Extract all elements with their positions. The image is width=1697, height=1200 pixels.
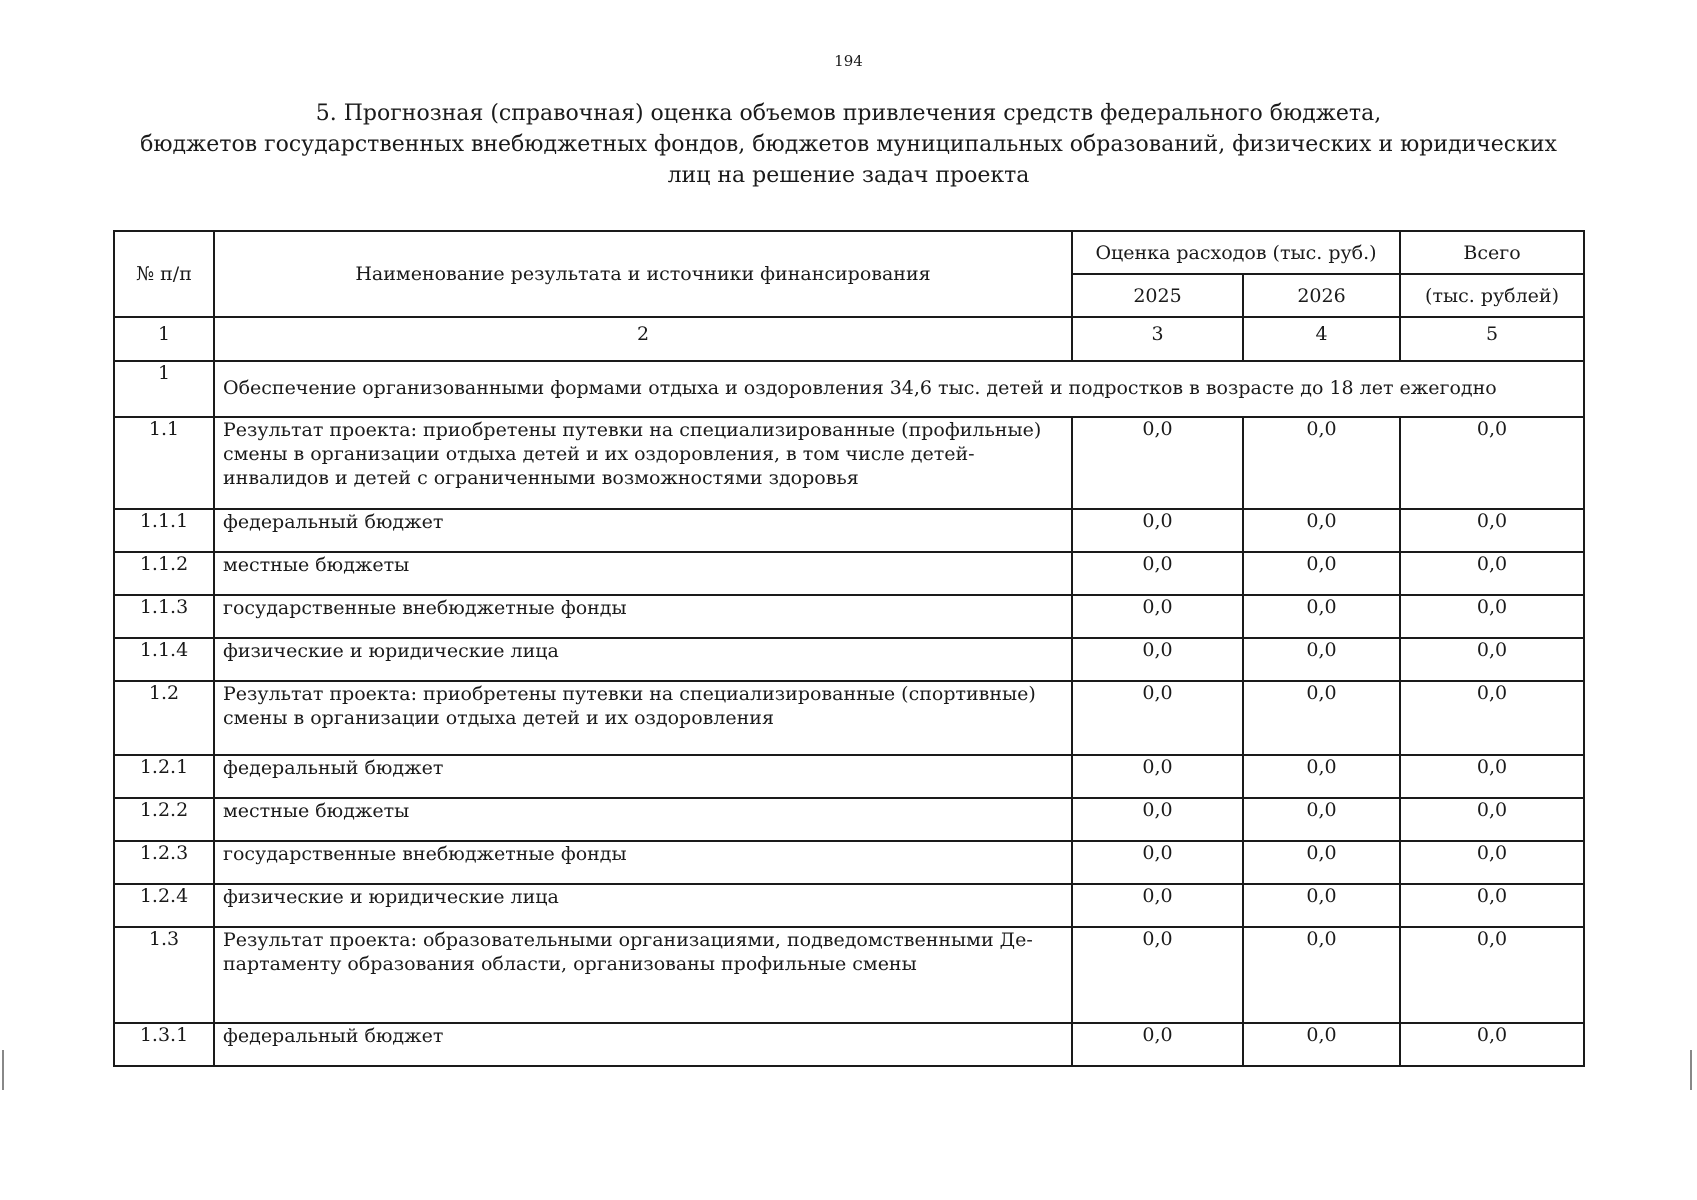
value-total: 0,0 xyxy=(1400,1023,1584,1066)
header-name: Наименование результата и источники финансирования xyxy=(214,231,1072,317)
row-number: 1.2.1 xyxy=(114,755,214,798)
row-name-line: Результат проекта: образовательными организациями, подведомственными Де- xyxy=(223,929,1033,951)
table-row xyxy=(114,755,1584,798)
row-name-line: смены в организации отдыха детей и их оздоровления, в том числе детей- xyxy=(223,443,975,465)
value-2026: 0,0 xyxy=(1243,1023,1400,1066)
header-num: № п/п xyxy=(114,231,214,317)
row-number: 1.1 xyxy=(114,417,214,509)
value-total: 0,0 xyxy=(1400,509,1584,552)
row-name xyxy=(214,1023,1072,1066)
page-number: 194 xyxy=(834,52,863,70)
heading-line-3: лиц на решение задач проекта xyxy=(667,163,1030,188)
value-2025: 0,0 xyxy=(1072,417,1243,509)
row-number: 1.1.4 xyxy=(114,638,214,681)
value-total: 0,0 xyxy=(1400,681,1584,755)
value-2025: 0,0 xyxy=(1072,755,1243,798)
row-name-line: местные бюджеты xyxy=(223,800,410,822)
row-name xyxy=(214,681,1072,755)
value-total: 0,0 xyxy=(1400,755,1584,798)
table-row xyxy=(114,841,1584,884)
row-name-line: местные бюджеты xyxy=(223,554,410,576)
table-row xyxy=(114,884,1584,927)
value-total: 0,0 xyxy=(1400,552,1584,595)
value-2025: 0,0 xyxy=(1072,638,1243,681)
row-number: 1.1.2 xyxy=(114,552,214,595)
value-2025: 0,0 xyxy=(1072,798,1243,841)
row-name xyxy=(214,552,1072,595)
heading-line-2: бюджетов государственных внебюджетных фондов, бюджетов муниципальных образований, физических и юридических xyxy=(140,132,1557,157)
value-total: 0,0 xyxy=(1400,841,1584,884)
column-number: 1 xyxy=(114,317,214,361)
header-year-2026: 2026 xyxy=(1243,274,1400,317)
value-2026: 0,0 xyxy=(1243,681,1400,755)
value-2025: 0,0 xyxy=(1072,595,1243,638)
value-total: 0,0 xyxy=(1400,595,1584,638)
row-number: 1.1.1 xyxy=(114,509,214,552)
value-2026: 0,0 xyxy=(1243,509,1400,552)
value-2026: 0,0 xyxy=(1243,755,1400,798)
column-numbers-row xyxy=(114,317,1584,361)
table-row xyxy=(114,638,1584,681)
scan-margin-mark xyxy=(2,1050,4,1090)
header-year-2025: 2025 xyxy=(1072,274,1243,317)
row-name xyxy=(214,927,1072,1023)
row-name xyxy=(214,841,1072,884)
row-name-line: инвалидов и детей с ограниченными возможностями здоровья xyxy=(223,467,859,489)
row-name xyxy=(214,595,1072,638)
header-estimate: Оценка расходов (тыс. руб.) xyxy=(1072,231,1400,274)
scan-margin-mark xyxy=(1690,1050,1692,1090)
row-name xyxy=(214,755,1072,798)
row-name xyxy=(214,509,1072,552)
row-name-line: Результат проекта: приобретены путевки на специализированные (профильные) xyxy=(223,419,1042,441)
row-name-line: государственные внебюджетные фонды xyxy=(223,597,627,619)
value-total: 0,0 xyxy=(1400,927,1584,1023)
row-name-line: федеральный бюджет xyxy=(223,511,444,533)
value-total: 0,0 xyxy=(1400,417,1584,509)
column-number: 5 xyxy=(1400,317,1584,361)
table-row xyxy=(114,552,1584,595)
row-name xyxy=(214,884,1072,927)
heading-line-1: 5. Прогнозная (справочная) оценка объемов привлечения средств федерального бюджета, xyxy=(315,101,1382,126)
row-number: 1.1.3 xyxy=(114,595,214,638)
value-total: 0,0 xyxy=(1400,638,1584,681)
value-2025: 0,0 xyxy=(1072,552,1243,595)
row-number: 1.3 xyxy=(114,927,214,1023)
value-2026: 0,0 xyxy=(1243,841,1400,884)
value-2025: 0,0 xyxy=(1072,681,1243,755)
section-num: 1 xyxy=(114,361,214,417)
row-name xyxy=(214,417,1072,509)
row-number: 1.2.2 xyxy=(114,798,214,841)
table-row xyxy=(114,417,1584,509)
column-number: 3 xyxy=(1072,317,1243,361)
row-name-line: смены в организации отдыха детей и их оздоровления xyxy=(223,707,774,729)
value-2026: 0,0 xyxy=(1243,552,1400,595)
value-2026: 0,0 xyxy=(1243,417,1400,509)
table-row xyxy=(114,681,1584,755)
value-2026: 0,0 xyxy=(1243,595,1400,638)
header-total-line-1: Всего xyxy=(1400,231,1584,274)
row-number: 1.2.3 xyxy=(114,841,214,884)
value-total: 0,0 xyxy=(1400,798,1584,841)
value-2026: 0,0 xyxy=(1243,927,1400,1023)
row-name-line: физические и юридические лица xyxy=(223,886,559,908)
column-number: 2 xyxy=(214,317,1072,361)
value-total: 0,0 xyxy=(1400,884,1584,927)
value-2025: 0,0 xyxy=(1072,841,1243,884)
row-number: 1.2 xyxy=(114,681,214,755)
section-row xyxy=(114,361,1584,417)
value-2025: 0,0 xyxy=(1072,1023,1243,1066)
row-name-line: федеральный бюджет xyxy=(223,757,444,779)
value-2025: 0,0 xyxy=(1072,927,1243,1023)
value-2026: 0,0 xyxy=(1243,638,1400,681)
value-2025: 0,0 xyxy=(1072,509,1243,552)
row-name xyxy=(214,798,1072,841)
document-heading xyxy=(100,98,1597,191)
row-number: 1.3.1 xyxy=(114,1023,214,1066)
row-number: 1.2.4 xyxy=(114,884,214,927)
row-name-line: физические и юридические лица xyxy=(223,640,559,662)
table-row xyxy=(114,509,1584,552)
row-name-line: партаменту образования области, организованы профильные смены xyxy=(223,953,917,975)
value-2026: 0,0 xyxy=(1243,798,1400,841)
row-name-line: Результат проекта: приобретены путевки на специализированные (спортивные) xyxy=(223,683,1036,705)
section-title: Обеспечение организованными формами отдыха и оздоровления 34,6 тыс. детей и подростков в возрасте до 18 лет ежегодно xyxy=(214,361,1584,417)
value-2026: 0,0 xyxy=(1243,884,1400,927)
value-2025: 0,0 xyxy=(1072,884,1243,927)
row-name xyxy=(214,638,1072,681)
row-name-line: федеральный бюджет xyxy=(223,1025,444,1047)
budget-table xyxy=(113,230,1585,1067)
table-row xyxy=(114,1023,1584,1066)
table-row xyxy=(114,798,1584,841)
table-row xyxy=(114,595,1584,638)
row-name-line: государственные внебюджетные фонды xyxy=(223,843,627,865)
column-number: 4 xyxy=(1243,317,1400,361)
header-row xyxy=(114,231,1584,274)
header-total-line-2: (тыс. рублей) xyxy=(1400,274,1584,317)
table-row xyxy=(114,927,1584,1023)
